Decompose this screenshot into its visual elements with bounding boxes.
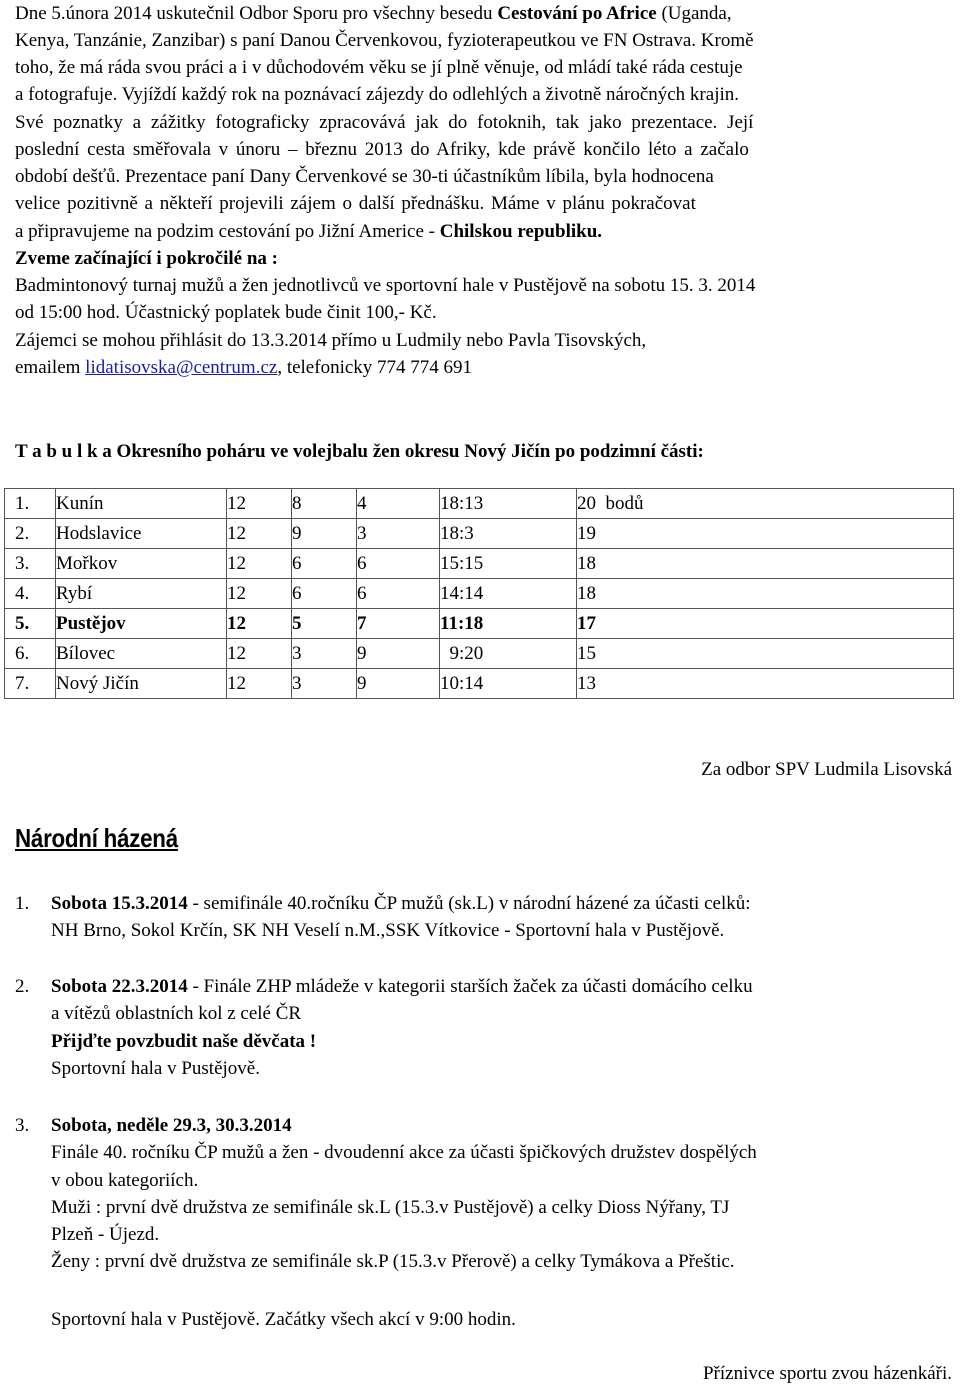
badminton-line-1: Badmintonový turnaj mužů a žen jednotlivců ve sportovní hale v Pustějově na sobotu 15. 3. 2014 xyxy=(15,275,756,296)
lost-cell: 9 xyxy=(357,669,440,699)
table-row xyxy=(5,609,954,639)
intro-line-1 xyxy=(15,0,953,27)
points-cell: 20 bodů xyxy=(577,489,954,519)
league-table xyxy=(4,488,954,699)
games-cell: 12 xyxy=(227,669,292,699)
signup-line: Zájemci se mohou přihlásit do 13.3.2014 přímo u Ludmily nebo Pavla Tisovských, xyxy=(15,330,647,351)
item-text: Finále 40. ročníku ČP mužů a žen - dvoudenní akce za účasti špičkových družstev dospělých xyxy=(51,1142,757,1164)
rank-cell: 2. xyxy=(5,519,56,549)
section-title: Národní házená xyxy=(15,823,178,853)
lost-cell: 7 xyxy=(357,609,440,639)
sets-cell: 18:13 xyxy=(440,489,577,519)
lost-cell: 4 xyxy=(357,489,440,519)
rank-cell: 7. xyxy=(5,669,56,699)
item-number: 2. xyxy=(15,976,30,997)
invite-heading: Zveme začínající i pokročilé na : xyxy=(15,248,278,269)
won-cell: 3 xyxy=(292,639,357,669)
won-cell: 6 xyxy=(292,549,357,579)
rank-cell: 4. xyxy=(5,579,56,609)
table-row xyxy=(5,549,954,579)
lost-cell: 6 xyxy=(357,579,440,609)
intro-line-7: období dešťů. Prezentace paní Dany Červenkové se 30-ti účastníkům líbila, byla hodnocena xyxy=(15,166,714,187)
rank-cell: 3. xyxy=(5,549,56,579)
rank-cell: 5. xyxy=(5,609,56,639)
games-cell: 12 xyxy=(227,519,292,549)
schedule-footer: Sportovní hala v Pustějově. Začátky všech akcí v 9:00 hodin. xyxy=(51,1309,516,1330)
points-cell: 15 xyxy=(577,639,954,669)
lost-cell: 9 xyxy=(357,639,440,669)
item-number: 1. xyxy=(15,893,30,914)
table-row xyxy=(5,579,954,609)
table-row xyxy=(5,669,954,699)
intro-line-2: Kenya, Tanzánie, Zanzibar) s paní Danou Červenkovou, fyzioterapeutkou ve FN Ostrava. Kromě xyxy=(15,30,754,51)
contact-label: emailem xyxy=(15,357,86,378)
item-text: Sportovní hala v Pustějově. xyxy=(51,1057,260,1079)
games-cell: 12 xyxy=(227,489,292,519)
sets-cell: 9:20 xyxy=(440,639,577,669)
intro-line-3: toho, že má ráda svou práci a i v důchodovém věku se jí plně věnuje, od mládí také ráda cestuje xyxy=(15,57,743,78)
lost-cell: 3 xyxy=(357,519,440,549)
table-row xyxy=(5,489,954,519)
item-text: - semifinále 40.ročníku ČP mužů (sk.L) v národní házené za účasti celků: xyxy=(187,893,751,914)
sets-cell: 15:15 xyxy=(440,549,577,579)
points-cell: 17 xyxy=(577,609,954,639)
table-row xyxy=(5,519,954,549)
table-row xyxy=(5,639,954,669)
intro-line-6: poslední cesta směřovala v únoru – březnu 2013 do Afriky, kde právě končilo léto a začalo xyxy=(15,139,749,160)
sets-cell: 11:18 xyxy=(440,609,577,639)
item-callout: Přijďte povzbudit naše děvčata ! xyxy=(51,1030,317,1052)
intro-text: Dne 5.února 2014 uskutečnil Odbor Sporu pro všechny besedu xyxy=(15,3,498,24)
destination-name: Chilskou republiku. xyxy=(439,221,603,242)
points-cell: 13 xyxy=(577,669,954,699)
badminton-line-2: od 15:00 hod. Účastnický poplatek bude činit 100,- Kč. xyxy=(15,302,437,323)
sets-cell: 14:14 xyxy=(440,579,577,609)
intro-line-5: Své poznatky a zážitky fotograficky zpracovává jak do fotoknih, tak jako prezentace. Její xyxy=(15,112,754,133)
contact-line xyxy=(15,354,953,381)
intro-line-9 xyxy=(15,218,953,245)
item-text: Plzeň - Újezd. xyxy=(51,1224,160,1246)
item-text: Ženy : první dvě družstva ze semifinále sk.P (15.3.v Přerově) a celky Tymákova a Přeštic. xyxy=(51,1251,735,1273)
games-cell: 12 xyxy=(227,549,292,579)
intro-line-8: velice pozitivně a někteří projevili zájem o další přednášku. Máme v plánu pokračovat xyxy=(15,193,696,214)
games-cell: 12 xyxy=(227,579,292,609)
won-cell: 9 xyxy=(292,519,357,549)
won-cell: 6 xyxy=(292,579,357,609)
team-cell: Nový Jičín xyxy=(56,669,227,699)
item-text: Muži : první dvě družstva ze semifinále sk.L (15.3.v Pustějově) a celky Dioss Nýřany, TJ xyxy=(51,1196,730,1218)
won-cell: 8 xyxy=(292,489,357,519)
points-cell: 18 xyxy=(577,549,954,579)
lost-cell: 6 xyxy=(357,549,440,579)
team-cell: Hodslavice xyxy=(56,519,227,549)
team-cell: Mořkov xyxy=(56,549,227,579)
email-link[interactable]: lidatisovska@centrum.cz xyxy=(85,357,278,378)
item-text: v obou kategoriích. xyxy=(51,1169,199,1191)
team-cell: Pustějov xyxy=(56,609,227,639)
rank-cell: 1. xyxy=(5,489,56,519)
item-text: a vítězů oblastních kol z celé ČR xyxy=(51,1003,302,1025)
team-cell: Rybí xyxy=(56,579,227,609)
sets-cell: 10:14 xyxy=(440,669,577,699)
games-cell: 12 xyxy=(227,609,292,639)
item-date: Sobota 22.3.2014 xyxy=(51,976,188,997)
intro-line-4: a fotografuje. Vyjíždí každý rok na poznávací zájezdy do odlehlých a životně náročných krajin. xyxy=(15,84,740,105)
signature: Za odbor SPV Ludmila Lisovská xyxy=(701,759,952,780)
rank-cell: 6. xyxy=(5,639,56,669)
table-heading: T a b u l k a Okresního poháru ve volejbalu žen okresu Nový Jičín po podzimní části: xyxy=(15,441,704,462)
sets-cell: 18:3 xyxy=(440,519,577,549)
event-title: Cestování po Africe xyxy=(497,3,657,24)
item-text: - Finále ZHP mládeže v kategorii starších žaček za účasti domácího celku xyxy=(187,976,753,997)
item-date: Sobota, neděle 29.3, 30.3.2014 xyxy=(51,1115,292,1136)
won-cell: 3 xyxy=(292,669,357,699)
item-number: 3. xyxy=(15,1115,30,1136)
points-cell: 19 xyxy=(577,519,954,549)
intro-text: a připravujeme na podzim cestování po Jižní Americe - xyxy=(15,221,440,242)
team-cell: Bílovec xyxy=(56,639,227,669)
phone-text: , telefonicky 774 774 691 xyxy=(277,357,473,378)
points-cell: 18 xyxy=(577,579,954,609)
intro-text: (Uganda, xyxy=(656,3,732,24)
games-cell: 12 xyxy=(227,639,292,669)
closing-line: Příznivce sportu zvou házenkáři. xyxy=(702,1363,952,1384)
won-cell: 5 xyxy=(292,609,357,639)
item-text: NH Brno, Sokol Krčín, SK NH Veselí n.M.,SSK Vítkovice - Sportovní hala v Pustějově. xyxy=(51,920,725,942)
item-date: Sobota 15.3.2014 xyxy=(51,893,188,914)
team-cell: Kunín xyxy=(56,489,227,519)
